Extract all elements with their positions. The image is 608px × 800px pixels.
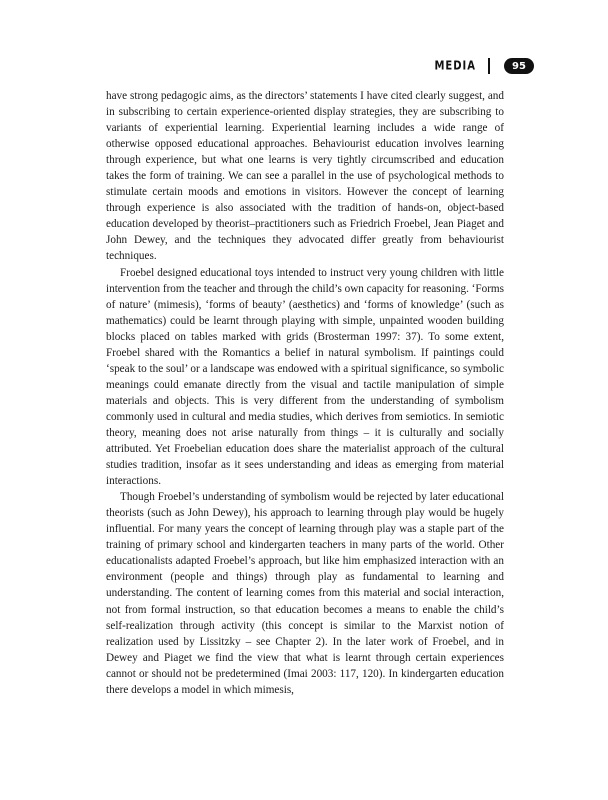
body-text [106, 88, 504, 698]
paragraph-2: Froebel designed educational toys intended to instruct very young children with little intervention from the teacher and through the child’s own capacity for reasoning. ‘Forms of nature’ (mimesis), ‘forms of beauty’ (aesthetics) and ‘forms of knowledge’ (such as mathematics) could be learnt through playing with simple, unpainted wooden building blocks placed on tables marked with grids (Brosterman 1997: 37). To some extent, Froebel shared with the Romantics a belief in natural symbolism. If paintings could ‘speak to the soul’ or a landscape was endowed with a spiritual significance, so symbolic meanings could emanate directly from the visual and tactile manipulation of simple materials and objects. This is very different from the understanding of symbolism commonly used in cultural and media studies, which derives from semiotics. In semiotic theory, meaning does not arise naturally from things – it is culturally and socially attributed. Yet Froebelian education does share the materialist approach of the cultural studies tradition, insofar as it sees understanding and ideas as emerging from material interactions. [106, 266, 504, 488]
page-number-badge: 95 [504, 58, 534, 74]
running-head-divider [488, 58, 490, 74]
paragraph-1: have strong pedagogic aims, as the directors’ statements I have cited clearly suggest, and in subscribing to certain experience-oriented display strategies, they are subscribing to variants of experiential learning. Experiential learning includes a wide range of otherwise opposed educational approaches. Behaviourist education involves learning through experience, but what one learns is very tightly circumscribed and education takes the form of training. We can see a parallel in the use of psychological methods to stimulate certain moods and emotions in visitors. However the concept of learning through experience is also associated with the tradition of hands-on, object-based education developed by theorist–practitioners such as Friedrich Froebel, Jean Piaget and John Dewey, and the techniques they advocated differ greatly from behaviourist techniques. [106, 90, 504, 263]
running-head [434, 57, 534, 75]
running-head-title: MEDIA [434, 59, 476, 73]
paragraph-3: Though Froebel’s understanding of symbolism would be rejected by later educational theorists (such as John Dewey), his approach to learning through play would be hugely influential. For many years the concept of learning through play was a staple part of the training of primary school and kindergarten teachers in many parts of the world. Other educationalists adapted Froebel’s approach, but like him emphasized interaction with an environment (people and things) through play as fundamental to learning and understanding. The content of learning comes from this material and social interaction, not from formal instruction, so that education becomes a means to enable the child’s self-realization through activity (this concept is similar to the Marxist notion of realization used by Lissitzky – see Chapter 2). In the later work of Froebel, and in Dewey and Piaget we find the view that what is learnt through certain experiences cannot or should not be predetermined (Imai 2003: 117, 120). In kindergarten education there develops a model in which mimesis, [106, 491, 504, 696]
